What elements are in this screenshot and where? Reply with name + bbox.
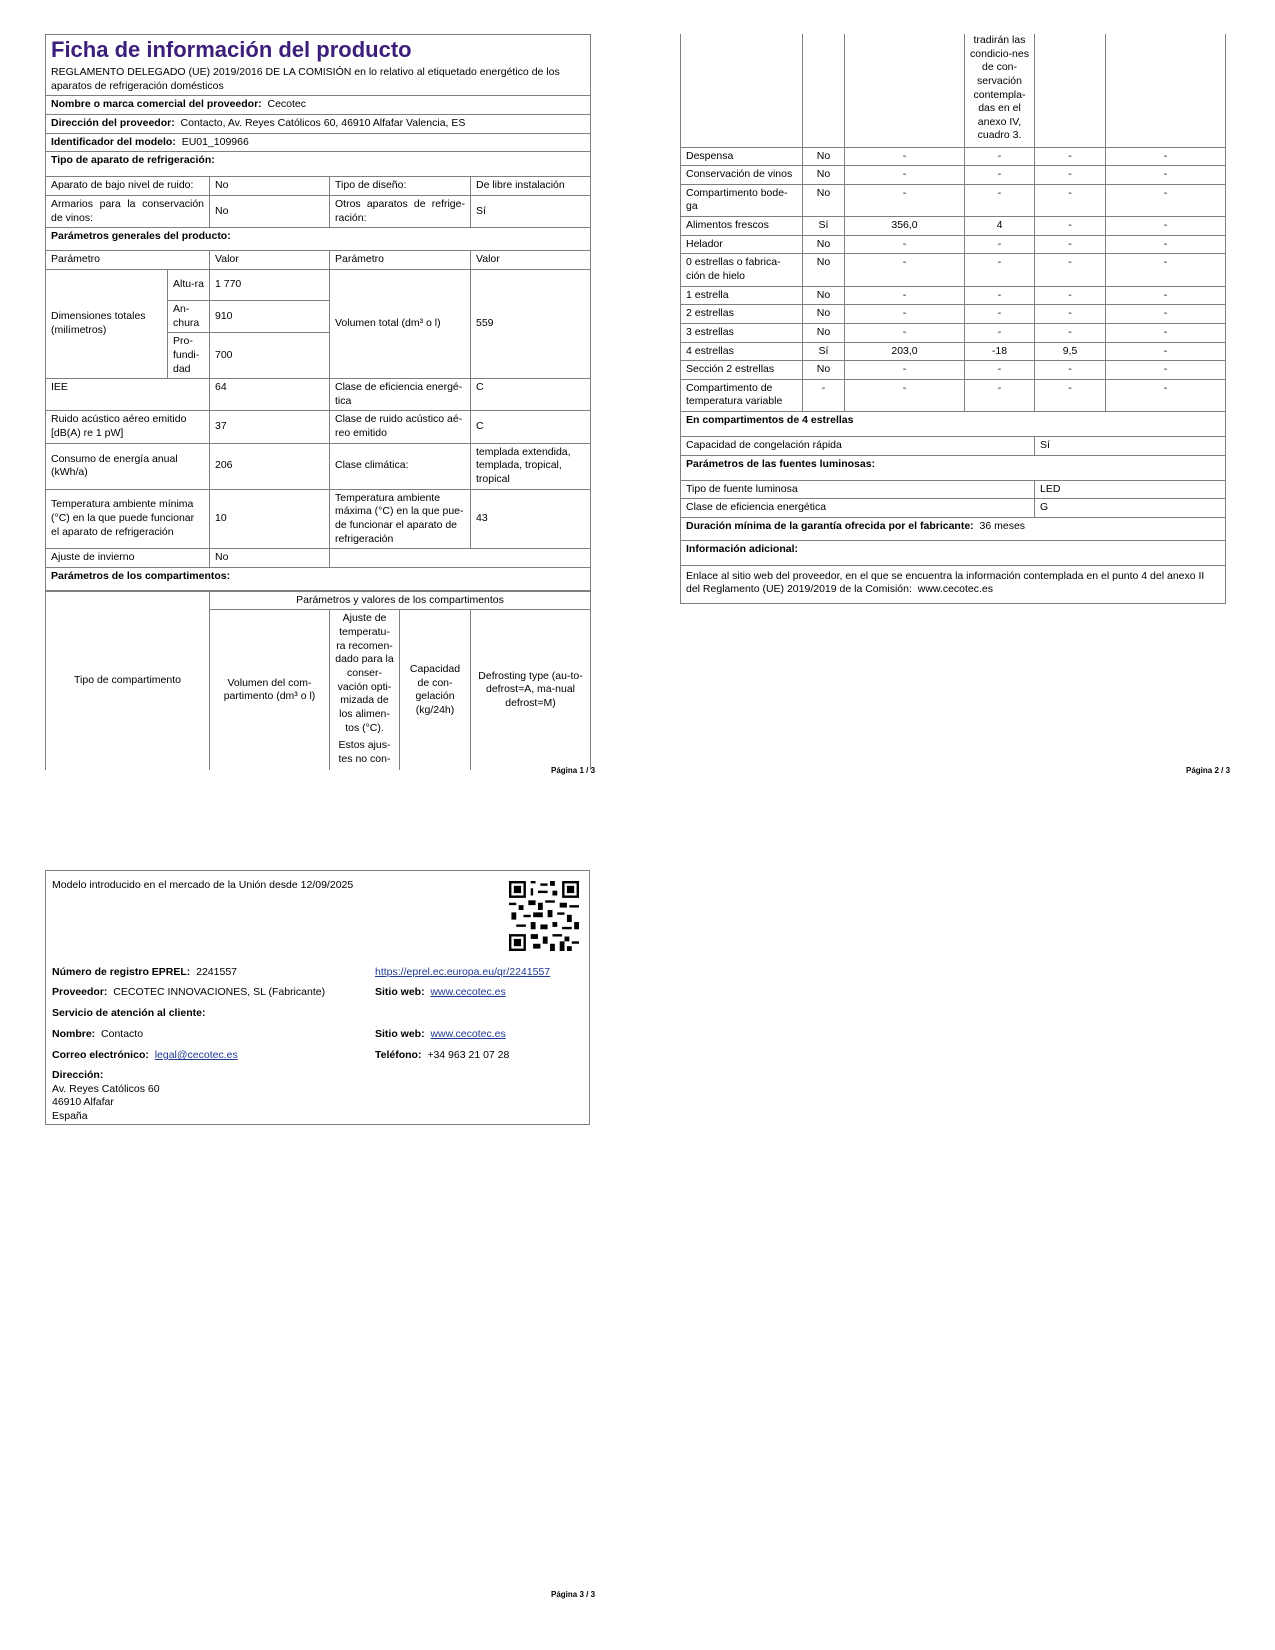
additional-text: Enlace al sitio web del proveedor, en el que se encuentra la información contemplada en el punto 4 del anexo II del Reglamento (UE) 2019/2019 de la Comisión: www.cecotec.es bbox=[681, 565, 1226, 603]
compartment-freeze: - bbox=[1035, 184, 1106, 216]
low-noise-label: Aparato de bajo nivel de ruido: bbox=[46, 177, 210, 196]
comp-temp-note-cont: tradirán las condicio-nes de con-servación contempla-das en el anexo IV, cuadro 3. bbox=[965, 34, 1035, 147]
compartment-row bbox=[681, 184, 1226, 216]
eff-label: Clase de eficiencia energé-tica bbox=[330, 379, 471, 411]
noise-class-value: C bbox=[471, 411, 591, 443]
design-label: Tipo de diseño: bbox=[330, 177, 471, 196]
low-noise-value: No bbox=[210, 177, 330, 196]
compartment-present: No bbox=[803, 235, 845, 254]
fast-freeze-label: Capacidad de congelación rápida bbox=[681, 437, 1035, 456]
compartment-volume: - bbox=[845, 147, 965, 166]
compartment-present: No bbox=[803, 323, 845, 342]
compartment-freeze: - bbox=[1035, 254, 1106, 286]
page-number-3: Página 3 / 3 bbox=[551, 1590, 596, 1599]
energy-value: 206 bbox=[210, 443, 330, 489]
compartment-present: No bbox=[803, 184, 845, 216]
compartment-present: No bbox=[803, 166, 845, 185]
fast-freeze-value: Sí bbox=[1035, 437, 1226, 456]
page-number-2: Página 2 / 3 bbox=[1186, 766, 1231, 775]
tmax-value: 43 bbox=[471, 489, 591, 549]
compartment-row bbox=[681, 379, 1226, 411]
volume-value: 559 bbox=[471, 269, 591, 378]
compartment-temp: - bbox=[965, 286, 1035, 305]
regulation-text: REGLAMENTO DELEGADO (UE) 2019/2016 DE LA COMISIÓN en lo relativo al etiquetado energético de los aparatos de refrigeración domésticos bbox=[46, 64, 591, 96]
supplier-row: Nombre o marca comercial del proveedor: Cecotec bbox=[46, 96, 591, 115]
compartment-volume: - bbox=[845, 323, 965, 342]
eff-value: C bbox=[471, 379, 591, 411]
dims-label: Dimensiones totales (milímetros) bbox=[46, 269, 168, 378]
depth-value: 700 bbox=[210, 333, 330, 379]
provider-web-row: Sitio web: www.cecotec.es bbox=[375, 986, 506, 998]
wine-label: Armarios para la conservación de vinos: bbox=[46, 196, 210, 228]
compartment-present: No bbox=[803, 147, 845, 166]
compartment-volume: - bbox=[845, 235, 965, 254]
compartment-volume: - bbox=[845, 286, 965, 305]
compartment-row bbox=[681, 286, 1226, 305]
compartment-freeze: - bbox=[1035, 286, 1106, 305]
compartment-name: 0 estrellas o fabrica-ción de hielo bbox=[681, 254, 803, 286]
width-label: An-chura bbox=[168, 300, 210, 332]
compartment-name: Compartimento bode-ga bbox=[681, 184, 803, 216]
compartment-defrost: - bbox=[1106, 147, 1226, 166]
compartment-name: 3 estrellas bbox=[681, 323, 803, 342]
contact-name-row: Nombre: Contacto bbox=[52, 1028, 144, 1040]
four-star-heading: En compartimentos de 4 estrellas bbox=[681, 412, 1226, 437]
compartment-name: Sección 2 estrellas bbox=[681, 361, 803, 380]
iee-label: IEE bbox=[46, 379, 210, 411]
compartment-name: Compartimento de temperatura variable bbox=[681, 379, 803, 411]
compartment-row bbox=[681, 254, 1226, 286]
climate-value: templada extendida, templada, tropical, tropical bbox=[471, 443, 591, 489]
compartment-defrost: - bbox=[1106, 305, 1226, 324]
compartment-volume: - bbox=[845, 254, 965, 286]
compartment-row bbox=[681, 235, 1226, 254]
tmin-label: Temperatura ambiente mínima (°C) en la que puede funcionar el aparato de refrigeración bbox=[46, 489, 210, 549]
market-date: Modelo introducido en el mercado de la Unión desde 12/09/2025 bbox=[52, 879, 354, 891]
compartment-present: Sí bbox=[803, 217, 845, 236]
comp-volume-header: Volumen del com-partimento (dm³ o l) bbox=[210, 610, 330, 770]
volume-label: Volumen total (dm³ o l) bbox=[330, 269, 471, 378]
compartment-name: Alimentos frescos bbox=[681, 217, 803, 236]
compartment-freeze: 9,5 bbox=[1035, 342, 1106, 361]
comp-type-header: Tipo de compartimento bbox=[46, 591, 210, 770]
compartment-temp: - bbox=[965, 361, 1035, 380]
compartment-temp: - bbox=[965, 166, 1035, 185]
comp-temp-header: Ajuste de temperatu-ra recomen-dado para la conser-vación opti-mizada de los alimen-tos (°C). Estos ajus-tes no con- bbox=[330, 610, 400, 770]
compartment-freeze: - bbox=[1035, 305, 1106, 324]
provider-web-link[interactable]: www.cecotec.es bbox=[430, 986, 506, 998]
page-3-box bbox=[45, 870, 590, 1125]
phone-row: Teléfono: +34 963 21 07 28 bbox=[375, 1049, 510, 1061]
compartments-header-table bbox=[45, 591, 591, 770]
comp-heading: Parámetros de los compartimentos: bbox=[46, 567, 591, 590]
compartment-temp: - bbox=[965, 254, 1035, 286]
compartment-freeze: - bbox=[1035, 166, 1106, 185]
design-value: De libre instalación bbox=[471, 177, 591, 196]
compartments-table bbox=[680, 34, 1226, 604]
compartment-freeze: - bbox=[1035, 217, 1106, 236]
compartment-row bbox=[681, 305, 1226, 324]
compartment-volume: - bbox=[845, 379, 965, 411]
wine-value: No bbox=[210, 196, 330, 228]
compartment-name: Despensa bbox=[681, 147, 803, 166]
compartment-volume: - bbox=[845, 305, 965, 324]
compartment-temp: - bbox=[965, 235, 1035, 254]
compartment-row bbox=[681, 166, 1226, 185]
winter-label: Ajuste de invierno bbox=[46, 549, 210, 568]
winter-value: No bbox=[210, 549, 330, 568]
other-value: Sí bbox=[471, 196, 591, 228]
col-param-1: Parámetro bbox=[46, 251, 210, 270]
warranty-row: Duración mínima de la garantía ofrecida por el fabricante: 36 meses bbox=[681, 518, 1226, 541]
other-label: Otros aparatos de refrige-ración: bbox=[330, 196, 471, 228]
width-value: 910 bbox=[210, 300, 330, 332]
address-row: Dirección del proveedor: Contacto, Av. Reyes Católicos 60, 46910 Alfafar Valencia, ES bbox=[46, 115, 591, 134]
compartment-row bbox=[681, 323, 1226, 342]
compartment-temp: 4 bbox=[965, 217, 1035, 236]
email-row: Correo electrónico: legal@cecotec.es bbox=[52, 1049, 238, 1061]
compartment-name: 2 estrellas bbox=[681, 305, 803, 324]
compartment-defrost: - bbox=[1106, 166, 1226, 185]
compartment-present: No bbox=[803, 254, 845, 286]
light-type-label: Tipo de fuente luminosa bbox=[681, 480, 1035, 499]
tmin-value: 10 bbox=[210, 489, 330, 549]
page-number-1: Página 1 / 3 bbox=[551, 766, 596, 775]
light-heading: Parámetros de las fuentes luminosas: bbox=[681, 455, 1226, 480]
noise-label: Ruido acústico aéreo emitido [dB(A) re 1 pW] bbox=[46, 411, 210, 443]
qr-code[interactable] bbox=[509, 881, 579, 951]
compartment-defrost: - bbox=[1106, 342, 1226, 361]
product-info-table bbox=[45, 34, 591, 591]
general-heading: Parámetros generales del producto: bbox=[46, 228, 591, 251]
service-web-link[interactable]: www.cecotec.es bbox=[430, 1028, 506, 1040]
compartment-volume: - bbox=[845, 361, 965, 380]
col-param-2: Parámetro bbox=[330, 251, 471, 270]
compartment-temp: -18 bbox=[965, 342, 1035, 361]
page-2 bbox=[680, 34, 1225, 604]
compartment-temp: - bbox=[965, 305, 1035, 324]
page-1 bbox=[45, 34, 590, 770]
service-heading: Servicio de atención al cliente: bbox=[52, 1007, 206, 1019]
compartment-defrost: - bbox=[1106, 379, 1226, 411]
noise-class-label: Clase de ruido acústico aé-reo emitido bbox=[330, 411, 471, 443]
light-class-value: G bbox=[1035, 499, 1226, 518]
type-heading: Tipo de aparato de refrigeración: bbox=[46, 152, 591, 177]
compartment-temp: - bbox=[965, 184, 1035, 216]
compartment-volume: 203,0 bbox=[845, 342, 965, 361]
compartment-volume: 356,0 bbox=[845, 217, 965, 236]
eprel-row: Número de registro EPREL: 2241557 bbox=[52, 966, 238, 978]
col-value-2: Valor bbox=[471, 251, 591, 270]
compartment-defrost: - bbox=[1106, 361, 1226, 380]
light-class-label: Clase de eficiencia energética bbox=[681, 499, 1035, 518]
provider-row: Proveedor: CECOTEC INNOVACIONES, SL (Fabricante) bbox=[52, 986, 326, 998]
compartment-temp: - bbox=[965, 379, 1035, 411]
light-type-value: LED bbox=[1035, 480, 1226, 499]
comp-values-header: Parámetros y valores de los compartimentos bbox=[210, 591, 591, 610]
compartment-row bbox=[681, 217, 1226, 236]
compartment-present: No bbox=[803, 361, 845, 380]
email-link[interactable]: legal@cecotec.es bbox=[154, 1049, 238, 1061]
compartment-present: Sí bbox=[803, 342, 845, 361]
comp-freeze-header: Capacidad de con-gelación (kg/24h) bbox=[400, 610, 471, 770]
compartment-defrost: - bbox=[1106, 286, 1226, 305]
height-label: Altu-ra bbox=[168, 269, 210, 300]
compartment-name: Conservación de vinos bbox=[681, 166, 803, 185]
model-row: Identificador del modelo: EU01_109966 bbox=[46, 133, 591, 152]
compartment-present: No bbox=[803, 286, 845, 305]
height-value: 1 770 bbox=[210, 269, 330, 300]
compartment-row bbox=[681, 342, 1226, 361]
additional-heading: Información adicional: bbox=[681, 540, 1226, 565]
energy-label: Consumo de energía anual (kWh/a) bbox=[46, 443, 210, 489]
service-web-row: Sitio web: www.cecotec.es bbox=[375, 1028, 506, 1040]
compartment-defrost: - bbox=[1106, 217, 1226, 236]
compartment-name: 1 estrella bbox=[681, 286, 803, 305]
compartment-freeze: - bbox=[1035, 361, 1106, 380]
compartment-defrost: - bbox=[1106, 235, 1226, 254]
compartment-temp: - bbox=[965, 323, 1035, 342]
compartment-present: - bbox=[803, 379, 845, 411]
compartment-name: Helador bbox=[681, 235, 803, 254]
iee-value: 64 bbox=[210, 379, 330, 411]
compartment-freeze: - bbox=[1035, 147, 1106, 166]
compartment-freeze: - bbox=[1035, 323, 1106, 342]
compartment-present: No bbox=[803, 305, 845, 324]
compartment-volume: - bbox=[845, 166, 965, 185]
eprel-link[interactable]: https://eprel.ec.europa.eu/qr/2241557 bbox=[375, 966, 551, 978]
compartment-defrost: - bbox=[1106, 323, 1226, 342]
tmax-label: Temperatura ambiente máxima (°C) en la que pue-de funcionar el aparato de refrigeración bbox=[330, 489, 471, 549]
compartment-freeze: - bbox=[1035, 235, 1106, 254]
compartment-row bbox=[681, 147, 1226, 166]
noise-value: 37 bbox=[210, 411, 330, 443]
compartment-temp: - bbox=[965, 147, 1035, 166]
compartment-row bbox=[681, 361, 1226, 380]
compartment-freeze: - bbox=[1035, 379, 1106, 411]
compartment-volume: - bbox=[845, 184, 965, 216]
col-value-1: Valor bbox=[210, 251, 330, 270]
address-block: Dirección: Av. Reyes Católicos 60 46910 Alfafar España bbox=[52, 1069, 160, 1122]
page-title: Ficha de información del producto bbox=[51, 37, 412, 62]
comp-defrost-header: Defrosting type (au-to-defrost=A, ma-nual defrost=M) bbox=[471, 610, 591, 770]
additional-link[interactable]: www.cecotec.es bbox=[917, 583, 994, 596]
compartment-defrost: - bbox=[1106, 184, 1226, 216]
depth-label: Pro-fundi-dad bbox=[168, 333, 210, 379]
climate-label: Clase climática: bbox=[330, 443, 471, 489]
compartment-name: 4 estrellas bbox=[681, 342, 803, 361]
compartment-defrost: - bbox=[1106, 254, 1226, 286]
